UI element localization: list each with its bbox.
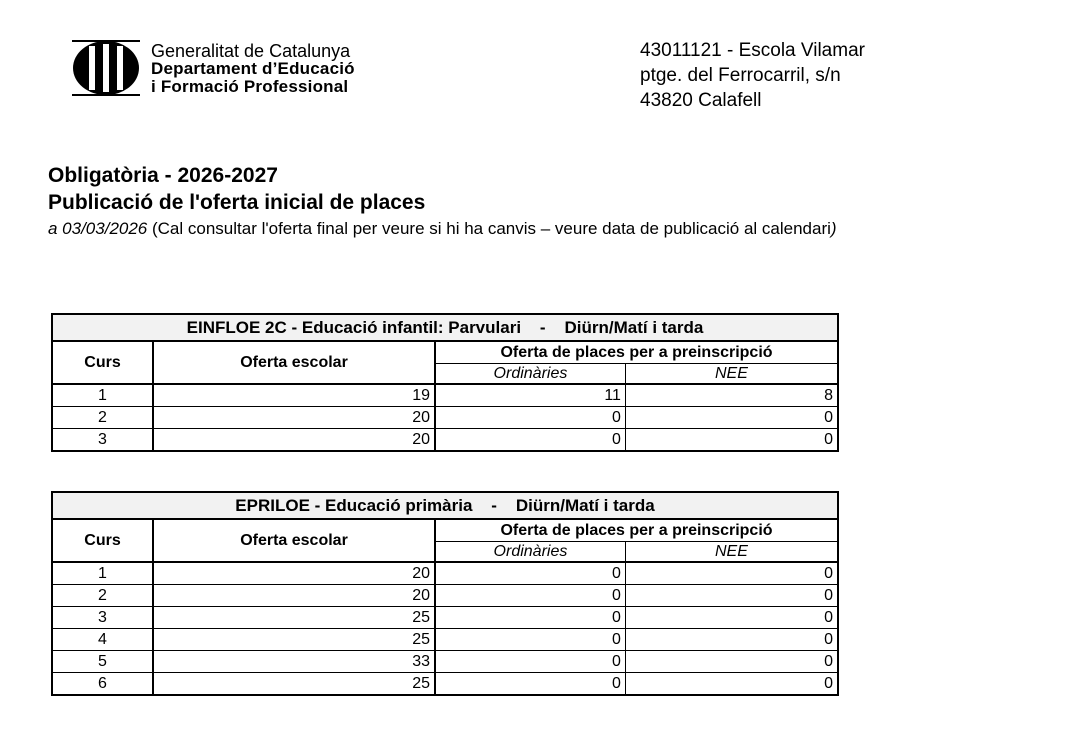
table-title: EPRILOE - Educació primària - Diürn/Matí i tarda xyxy=(52,492,838,519)
header-oferta-places: Oferta de places per a preinscripció xyxy=(435,341,838,364)
page-title: Obligatòria - 2026-2027 xyxy=(48,164,278,187)
table-row: 6 25 0 0 xyxy=(52,673,838,696)
header-nee: NEE xyxy=(625,364,838,385)
note-text: Cal consultar l'oferta final per veure si hi ha canvis – veure data de publicació al calendari xyxy=(157,219,831,238)
org-line-2: Departament d’Educació xyxy=(151,59,355,78)
table-title: EINFLOE 2C - Educació infantil: Parvulari - Diürn/Matí i tarda xyxy=(52,314,838,341)
header-curs: Curs xyxy=(52,341,153,384)
table-row: 1 19 11 8 xyxy=(52,384,838,407)
page-heading xyxy=(48,162,837,242)
table-row: 2 20 0 0 xyxy=(52,585,838,607)
org-line-1: Generalitat de Catalunya xyxy=(151,41,351,61)
header-nee: NEE xyxy=(625,542,838,563)
school-name: 43011121 - Escola Vilamar xyxy=(640,40,865,61)
header-ordinaries: Ordinàries xyxy=(435,364,625,385)
org-line-3: i Formació Professional xyxy=(151,77,349,96)
school-address xyxy=(640,38,865,113)
publication-note: a 03/03/2026 (Cal consultar l'oferta final per veure si hi ha canvis – veure data de publicació al calendari) xyxy=(48,219,837,238)
table-row: 1 20 0 0 xyxy=(52,562,838,585)
offer-table-infantil xyxy=(51,313,839,452)
table-row: 3 20 0 0 xyxy=(52,429,838,452)
table-row: 4 25 0 0 xyxy=(52,629,838,651)
header-oferta-escolar: Oferta escolar xyxy=(153,519,435,562)
table-row: 3 25 0 0 xyxy=(52,607,838,629)
header-ordinaries: Ordinàries xyxy=(435,542,625,563)
header-oferta-places: Oferta de places per a preinscripció xyxy=(435,519,838,542)
table-row: 2 20 0 0 xyxy=(52,407,838,429)
school-city: 43820 Calafell xyxy=(640,90,762,111)
school-street: ptge. del Ferrocarril, s/n xyxy=(640,65,841,86)
header-curs: Curs xyxy=(52,519,153,562)
table-row: 5 33 0 0 xyxy=(52,651,838,673)
header-oferta-escolar: Oferta escolar xyxy=(153,341,435,384)
page-subtitle: Publicació de l'oferta inicial de places xyxy=(48,191,426,214)
organization-name xyxy=(151,42,355,96)
offer-table-primaria xyxy=(51,491,839,696)
generalitat-logo-icon xyxy=(72,40,140,96)
publication-date: a 03/03/2026 xyxy=(48,219,148,238)
